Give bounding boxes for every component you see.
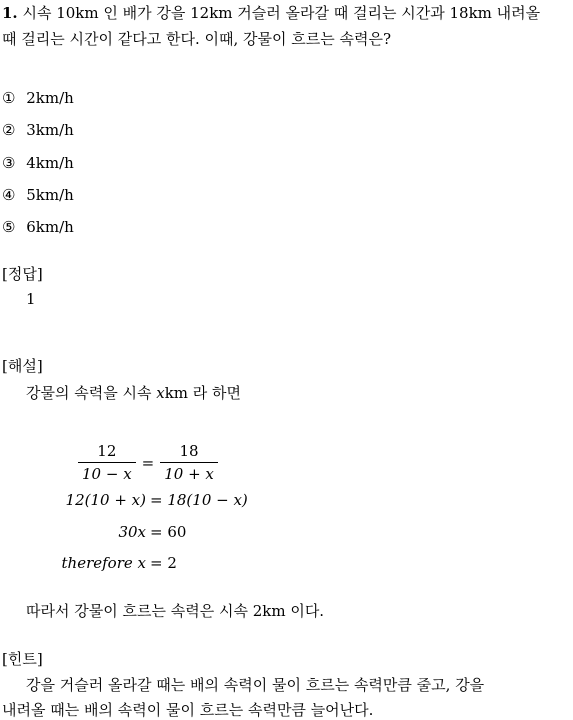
answer-value: 1 [26,290,36,308]
equation-3-right: = 60 [150,523,187,541]
equals-sign: = [141,453,155,472]
hint-text-1: 강을 거슬러 올라갈 때는 배의 속력이 물이 흐르는 속력만큼 줄고, 강을 [26,676,485,694]
fraction-left-denominator: 10 − x [82,465,132,483]
fraction-right [160,442,218,483]
question-number: 1. [2,4,18,22]
choice-text: 2km/h [26,89,74,107]
explanation-heading: [해설] [2,357,43,375]
question-text-1: 시속 10km 인 배가 강을 12km 거슬러 올라갈 때 걸리는 시간과 18km 내려올 [22,4,541,22]
fraction-right-numerator: 18 [160,442,218,463]
choice-text: 6km/h [26,218,74,236]
choice-2[interactable] [2,121,74,139]
choice-3[interactable] [2,154,74,172]
fraction-right-denominator: 10 + x [164,465,214,483]
intro-after: km 라 하면 [164,384,242,402]
question-line-1 [2,2,540,23]
choice-text: 3km/h [26,121,74,139]
choice-1[interactable] [2,89,74,107]
explanation-intro [26,382,241,403]
equation-fraction [78,442,218,483]
fraction-left-numerator: 12 [78,442,136,463]
equation-2-left: 12(10 + x) [65,491,146,509]
equation-3-left: 30x [118,523,146,541]
explanation-conclusion: 따라서 강물이 흐르는 속력은 시속 2km 이다. [26,602,325,620]
hint-text-2: 내려올 때는 배의 속력이 물이 흐르는 속력만큼 늘어난다. [2,701,374,719]
question-text-2: 때 걸리는 시간이 같다고 한다. 이때, 강물이 흐르는 속력은? [2,30,391,48]
choice-marker: ② [2,121,16,139]
equation-2-right: = 18(10 − x) [150,491,248,509]
choice-marker: ⑤ [2,218,16,236]
choice-5[interactable] [2,218,74,236]
choice-text: 4km/h [26,154,74,172]
equation-4-left: therefore x [61,554,146,572]
choice-text: 5km/h [26,186,74,204]
choice-marker: ③ [2,154,16,172]
hint-heading: [힌트] [2,650,43,668]
choice-marker: ④ [2,186,16,204]
equation-4-right: = 2 [150,554,177,572]
choice-marker: ① [2,89,16,107]
fraction-left [78,442,136,483]
intro-before: 강물의 속력을 시속 [26,384,157,402]
answer-heading: [정답] [2,265,43,283]
choice-4[interactable] [2,186,74,204]
intro-variable: x [156,384,165,402]
